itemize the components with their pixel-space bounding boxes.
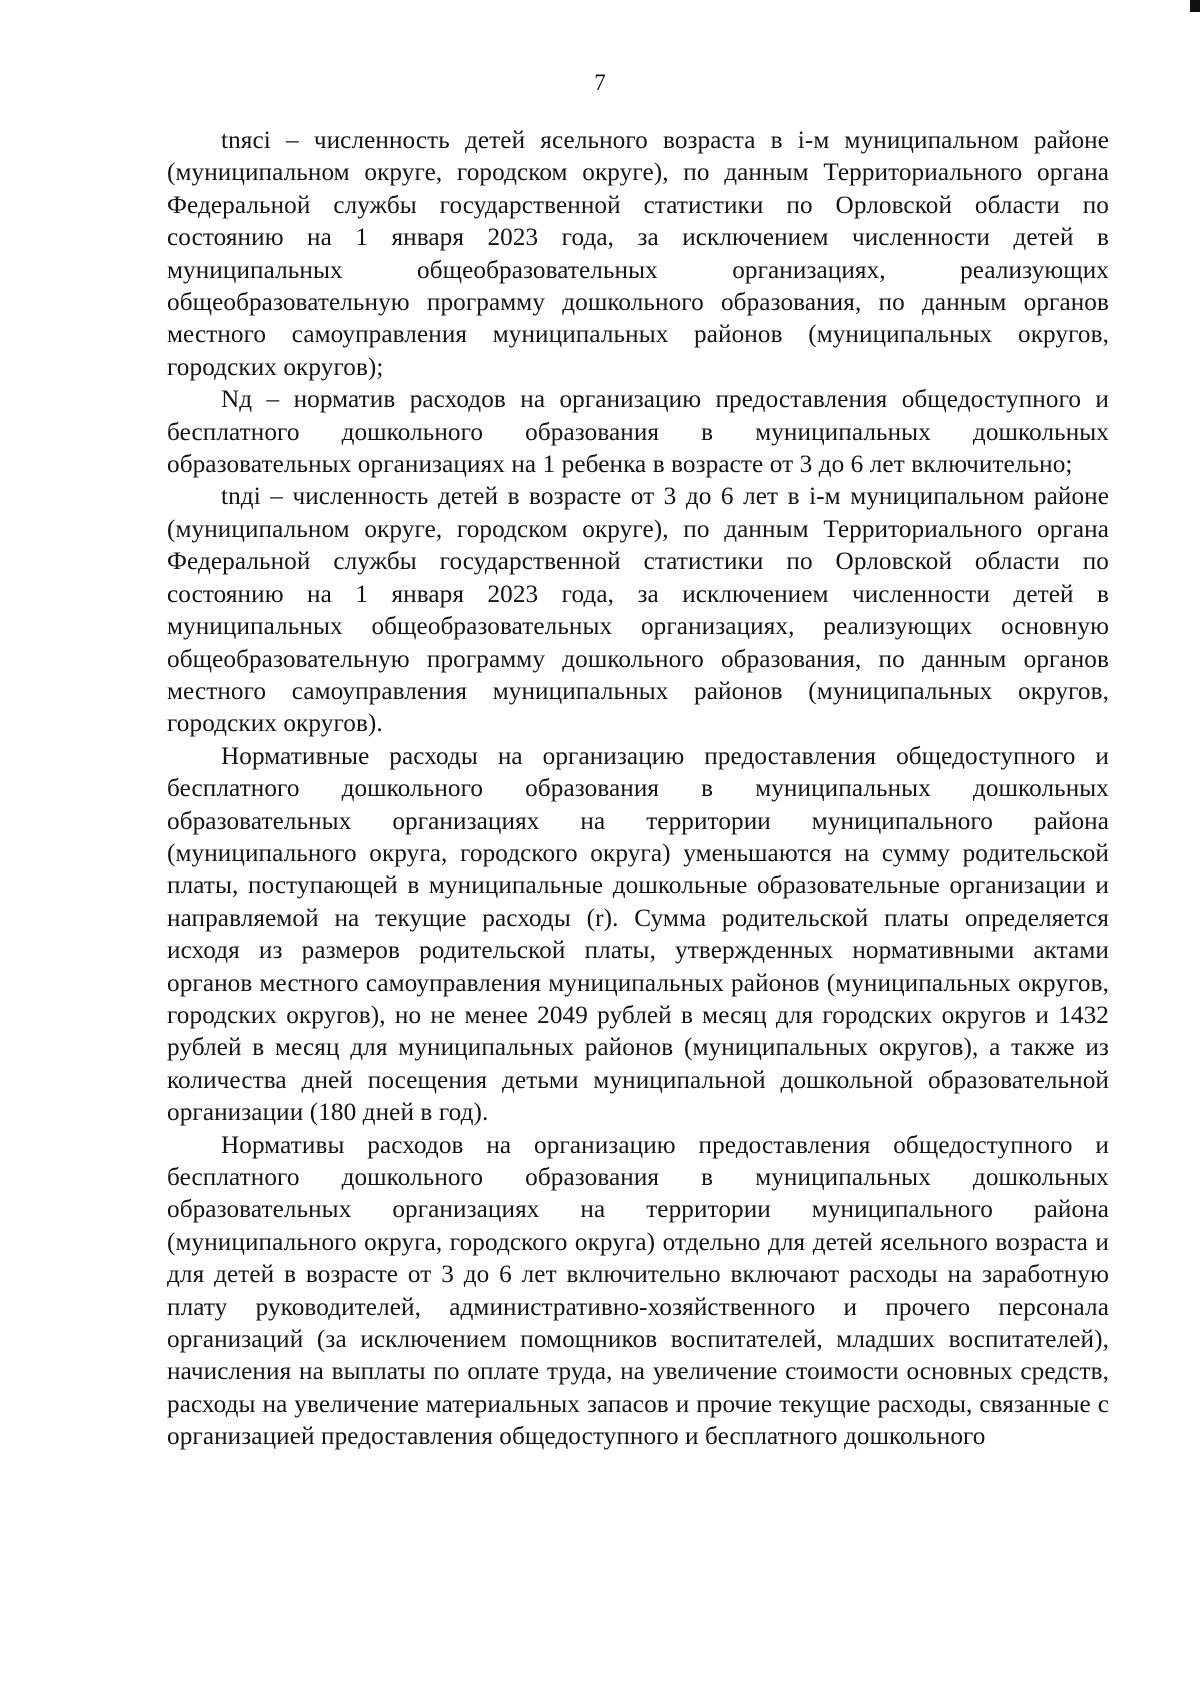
scan-corner-mark — [1190, 0, 1200, 12]
paragraph-normative-expenses: Нормативные расходы на организацию предоставления общедоступного и бесплатного дошкольного образования в муниципальных дошкольных образовательных организациях на территории муниципального района (муниципального округа, городского округа) уменьшаются на сумму родительской платы, поступающей в муниципальные дошкольные образовательные организации и направляемой на текущие расходы (r). Сумма родительской платы определяется исходя из размеров родительской платы, утвержденных нормативными актами органов местного самоуправления муниципальных районов (муниципальных округов, городских округов), но не менее 2049 рублей в месяц для городских округов и 1432 рублей в месяц для муниципальных районов (муниципальных округов), а также из количества дней посещения детьми муниципальной дошкольной образовательной организации (180 дней в год). — [167, 742, 1109, 1127]
paragraph-expense-normatives: Нормативы расходов на организацию предоставления общедоступного и бесплатного дошкольного образования в муниципальных дошкольных образовательных организациях на территории муниципального района (муниципального округа, городского округа) отдельно для детей ясельного возраста и для детей в возрасте от 3 до 6 лет включительно включают расходы на заработную плату руководителей, административно-хозяйственного и прочего персонала организаций (за исключением помощников воспитателей, младших воспитателей), начисления на выплаты по оплате труда, на увеличение стоимости основных средств, расходы на увеличение материальных запасов и прочие текущие расходы, связанные с организацией предоставления общедоступного и бесплатного дошкольного — [167, 1131, 1109, 1451]
paragraph-tn-yasel: tnясi – численность детей ясельного возраста в i-м муниципальном районе (муниципальном округе, городском округе), по данным Территориального органа Федеральной службы государственной статистики по Орловской области по состоянию на 1 января 2023 года, за исключением численности детей в муниципальных общеобразовательных организациях, реализующих общеобразовательную программу дошкольного образования, по данным органов местного самоуправления муниципальных районов (муниципальных округов, городских округов); — [167, 127, 1109, 381]
paragraph-nd-normative: Nд – норматив расходов на организацию предоставления общедоступного и бесплатного дошкольного образования в муниципальных дошкольных образовательных организациях на 1 ребенка в возрасте от 3 до 6 лет включительно; — [167, 386, 1109, 479]
page-number: 7 — [594, 70, 606, 95]
paragraph-tn-d: tnдi – численность детей в возрасте от 3 до 6 лет в i-м муниципальном районе (муниципальном округе, городском округе), по данным Территориального органа Федеральной службы государственной статистики по Орловской области по состоянию на 1 января 2023 года, за исключением численности детей в муниципальных общеобразовательных организациях, реализующих основную общеобразовательную программу дошкольного образования, по данным органов местного самоуправления муниципальных районов (муниципальных округов, городских округов). — [167, 483, 1109, 738]
document-body — [167, 125, 1109, 1454]
